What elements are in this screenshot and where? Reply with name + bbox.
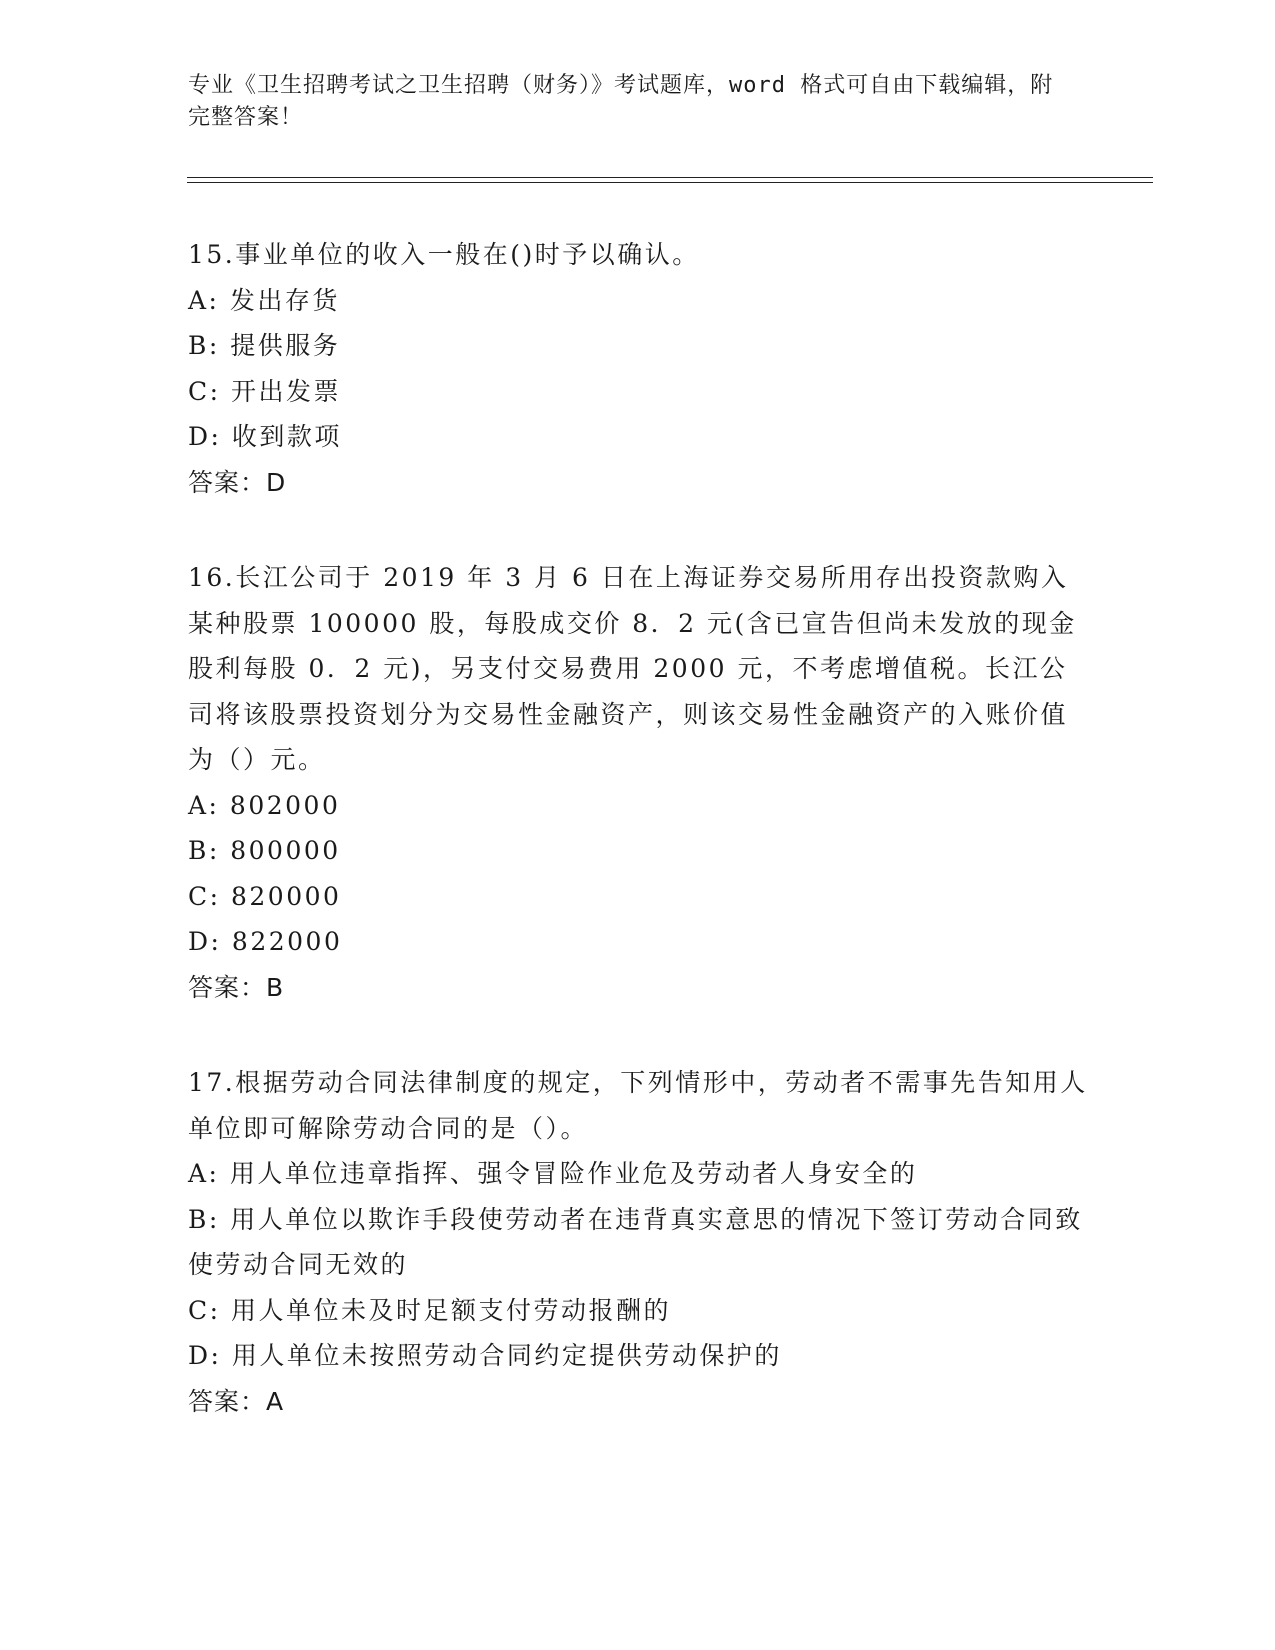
header-divider-top [187, 177, 1153, 178]
option-c: C: 820000 [188, 881, 342, 911]
option-d: D: 822000 [188, 927, 343, 956]
header-divider-bottom [187, 182, 1153, 183]
option-d: D: 收到款项 [188, 422, 342, 451]
question-stem: 17.根据劳动合同法律制度的规定，下列情形中，劳动者不需事先告知用人单位即可解除劳动合同的是（）。 [188, 1068, 1088, 1143]
option-b: B: 提供服务 [188, 331, 341, 360]
answer: 答案：D [188, 467, 287, 497]
answer: 答案：A [188, 1386, 285, 1416]
option-a: A: 发出存货 [188, 285, 340, 315]
option-a: A: 用人单位违章指挥、强令冒险作业危及劳动者人身安全的 [188, 1159, 918, 1188]
question-15 [188, 232, 1088, 505]
question-16 [188, 555, 1088, 1010]
option-c: C: 用人单位未及时足额支付劳动报酬的 [188, 1295, 671, 1325]
page-header: 专业《卫生招聘考试之卫生招聘（财务）》考试题库，word 格式可自由下载编辑，附完整答案！ [188, 73, 1054, 130]
option-b: B: 用人单位以欺诈手段使劳动者在违背真实意思的情况下签订劳动合同致使劳动合同无效的 [188, 1204, 1083, 1279]
question-stem: 16.长江公司于 2019 年 3 月 6 日在上海证券交易所用存出投资款购入某种股票 100000 股，每股成交价 8．2 元(含已宣告但尚未发放的现金股利每股 0．2 元)，另支付交易费用 2000 元，不考虑增值税。长江公司将该股票投资划分为交易性金融资产，则该交易性金融资产的入账价值为（）元。 [188, 563, 1077, 774]
question-list [188, 232, 1088, 1474]
answer: 答案：B [188, 972, 285, 1002]
option-c: C: 开出发票 [188, 376, 341, 406]
question-17 [188, 1060, 1088, 1424]
option-a: A: 802000 [188, 790, 341, 820]
option-b: B: 800000 [188, 836, 341, 865]
option-d: D: 用人单位未按照劳动合同约定提供劳动保护的 [188, 1341, 782, 1370]
question-stem: 15.事业单位的收入一般在()时予以确认。 [188, 240, 700, 269]
